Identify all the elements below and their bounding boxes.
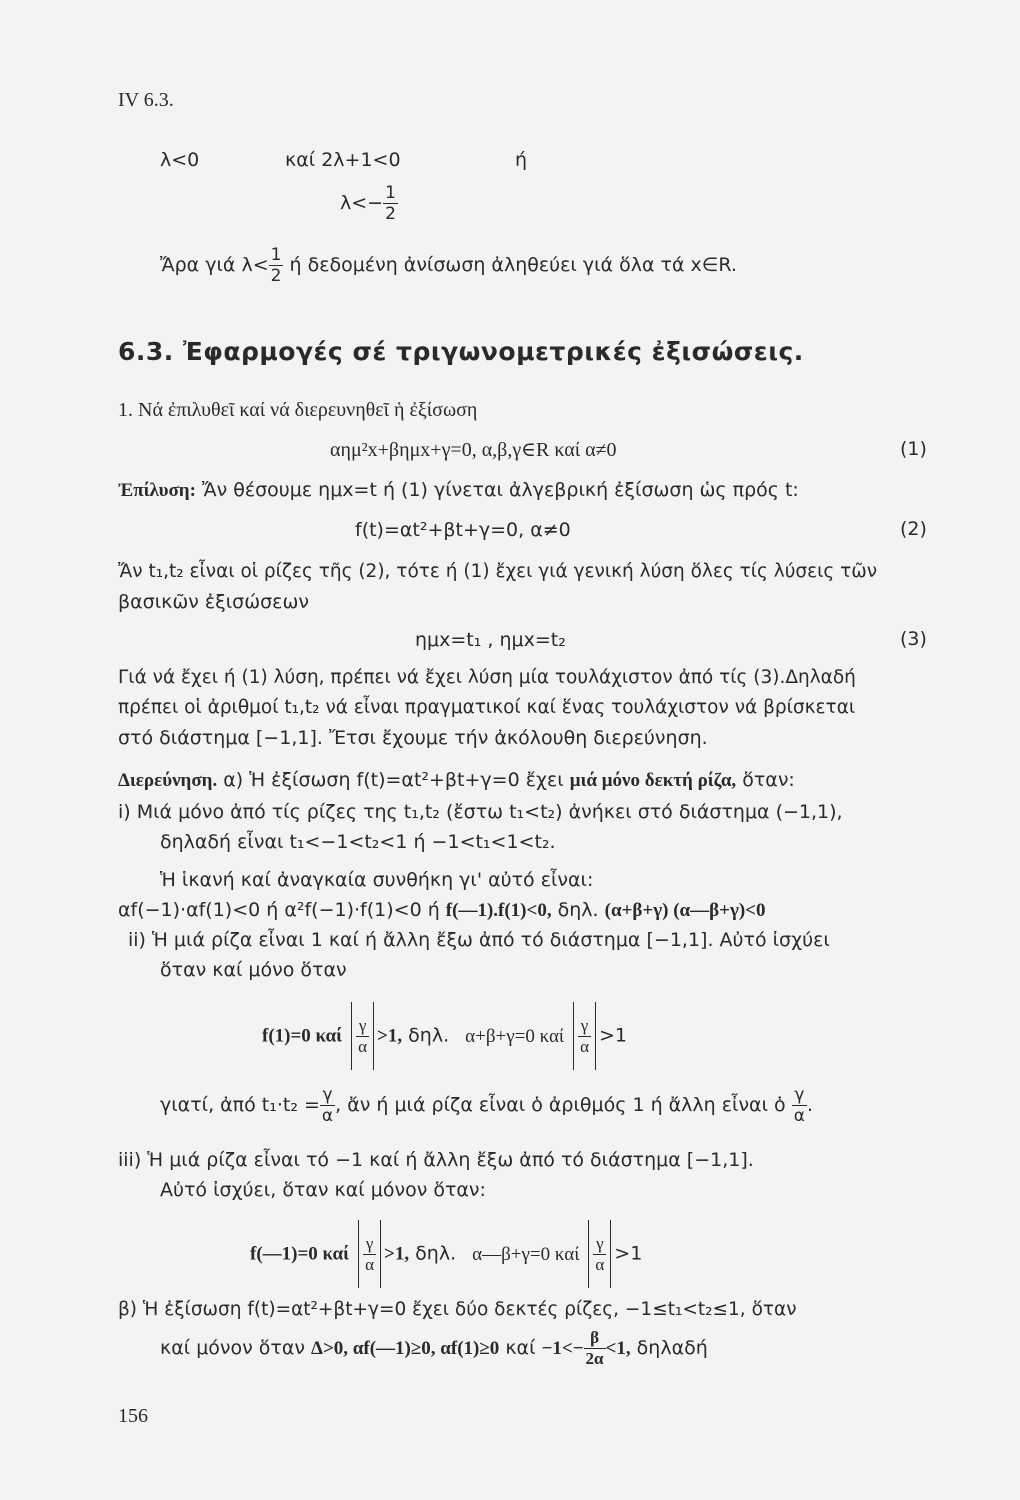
case-b-line-1: β) Ἡ ἐξίσωση f(t)=αt²+βt+γ=0 ἔχει δύο δεκτές ρίζες, −1≤t₁<t₂≤1, ὅταν	[118, 1299, 797, 1320]
frac-den: α	[580, 1037, 590, 1056]
frac-den: α	[365, 1255, 375, 1274]
condition-part-2: f(—1).f(1)<0,	[445, 900, 552, 921]
ineq-lambda-lt: λ<−	[340, 192, 384, 214]
case-a-bold: μιά μόνο δεκτή ρίζα,	[569, 770, 737, 791]
why-line	[160, 1080, 813, 1130]
formula-f-minus1: f(—1)=0 καί	[250, 1243, 350, 1265]
paragraph-1-line-1: Ἄν t₁,t₂ εἶναι οἱ ρίζες τῆς (2), τότε ή (1) ἔχει γιά γενική λύση ὅλες τίς λύσεις τῶν	[118, 561, 878, 582]
case-iii-line-2: Αὐτό ἰσχύει, ὅταν καί μόνον ὅταν:	[160, 1179, 486, 1201]
frac-den: α	[595, 1255, 605, 1274]
case-b-line-2	[160, 1318, 708, 1379]
b-suffix: δηλαδή	[636, 1337, 708, 1359]
case-iii-formula	[250, 1220, 642, 1288]
frac-num: γ	[794, 1085, 805, 1105]
frac-num: 1	[385, 183, 396, 203]
formula-gt: >1,	[377, 1025, 403, 1047]
paragraph-1-line-2: βασικῶν ἐξισώσεων	[118, 591, 309, 613]
frac-den: α	[793, 1106, 805, 1126]
abs-gamma-over-alpha	[351, 1002, 374, 1070]
frac-den: 2	[270, 266, 282, 286]
solution-heading: Ἐπίλυση:	[118, 480, 196, 501]
why-prefix: γιατί, ἀπό t₁·t₂ =	[160, 1094, 320, 1116]
formula-diff: α—β+γ=0 καί	[472, 1243, 580, 1265]
formula-dil: δηλ.	[408, 1024, 450, 1047]
frac-den: α	[321, 1106, 334, 1126]
abs-gamma-over-alpha-4	[588, 1220, 611, 1288]
ineq-lambda-frac	[340, 183, 398, 224]
abs-gamma-over-alpha-2	[573, 1002, 596, 1070]
case-a-intro: α) Ἡ ἐξίσωση f(t)=αt²+βt+γ=0 ἔχει	[223, 769, 564, 791]
fraction-one-half	[383, 183, 398, 224]
fraction-beta-2alpha	[584, 1328, 606, 1369]
why-end: .	[806, 1094, 813, 1116]
formula-f1: f(1)=0 καί	[262, 1025, 343, 1047]
section-reference: IV 6.3.	[118, 89, 174, 111]
formula-gt-3: >1,	[384, 1243, 410, 1265]
b-prefix: καί μόνον ὅταν	[160, 1337, 305, 1359]
frac-num: γ	[596, 1234, 604, 1253]
formula-dil-2: δηλ.	[415, 1242, 457, 1265]
abs-gamma-over-alpha-3	[358, 1220, 381, 1288]
formula-gt-4: >1	[614, 1242, 643, 1265]
case-a-end: ὅταν:	[742, 769, 795, 791]
conclusion-text: ή δεδομένη ἀνίσωση ἀληθεύει γιά ὅλα τά x∈R.	[289, 254, 737, 276]
case-i-line-3: Ἡ ἱκανή καί ἀναγκαία συνθήκη γι' αὐτό εἶναι:	[160, 869, 594, 891]
equation-label-2: (2)	[900, 518, 927, 540]
equation-label-3: (3)	[900, 628, 927, 650]
equation-3: ημx=t₁ , ημx=t₂	[415, 629, 566, 651]
page-number: 156	[118, 1405, 148, 1427]
why-middle: , ἄν ή μιά ρίζα εἶναι ὁ ἀριθμός 1 ή ἄλλη εἶναι ὁ	[335, 1094, 786, 1116]
b-ineq-left: −1<−	[541, 1338, 584, 1359]
b-ineq-right: <1,	[605, 1338, 631, 1359]
equation-2: f(t)=αt²+βt+γ=0, α≠0	[355, 519, 571, 541]
section-title: 6.3. Ἐφαρμογές σέ τριγωνομετρικές ἐξισώσεις.	[118, 337, 804, 366]
case-iii-line-1: iii) Ἡ μιά ρίζα εἶναι τό −1 καί ή ἄλλη ἔξω ἀπό τό διάστημα [−1,1].	[118, 1149, 754, 1171]
paragraph-2-line-3: στό διάστημα [−1,1]. Ἔτσι ἔχουμε τήν ἀκόλουθη διερεύνηση.	[118, 727, 708, 749]
ineq-or: ή	[515, 149, 528, 171]
case-i-line-1: i) Μιά μόνο ἀπό τίς ρίζες της t₁,t₂ (ἔστω t₁<t₂) ἀνήκει στό διάστημα (−1,1),	[118, 801, 843, 823]
fraction-one-half-b	[269, 245, 284, 286]
solution-text: Ἄν θέσουμε ημx=t ή (1) γίνεται ἀλγεβρική ἐξίσωση ὡς πρός t:	[201, 479, 799, 501]
ineq-two-lambda: καί 2λ+1<0	[285, 149, 401, 171]
frac-num: γ	[365, 1234, 374, 1253]
equation-label-1: (1)	[900, 438, 927, 460]
paragraph-2-line-2: πρέπει οἱ ἀριθμοί t₁,t₂ νά εἶναι πραγματικοί καί ἕνας τουλάχιστον νά βρίσκεται	[118, 697, 856, 718]
frac-num: 1	[270, 245, 282, 265]
frac-num: β	[590, 1328, 600, 1347]
condition-part-4: (α+β+γ) (α—β+γ)<0	[604, 900, 766, 921]
fraction-gamma-alpha-2	[792, 1085, 807, 1126]
paragraph-2-line-1: Γιά νά ἔχει ή (1) λύση, πρέπει νά ἔχει λύση μία τουλάχιστον ἀπό τίς (3).Δηλαδή	[118, 667, 856, 688]
case-i-line-2: δηλαδή εἶναι t₁<−1<t₂<1 ή −1<t₁<1<t₂.	[160, 831, 556, 853]
frac-num: γ	[580, 1016, 589, 1035]
formula-gt-2: >1	[599, 1024, 628, 1047]
solution-line	[118, 478, 799, 503]
case-ii-formula	[262, 1002, 627, 1070]
formula-sum: α+β+γ=0 καί	[465, 1025, 565, 1047]
b-conditions: Δ>0, αf(—1)≥0, αf(1)≥0	[311, 1338, 500, 1359]
ineq-lambda-neg: λ<0	[160, 149, 200, 171]
frac-den: α	[358, 1037, 368, 1056]
frac-num: γ	[358, 1016, 367, 1035]
discussion-line-a	[118, 768, 795, 793]
frac-den: 2	[385, 204, 396, 224]
discussion-heading: Διερεύνηση.	[118, 770, 218, 791]
problem-statement: 1. Νά ἐπιλυθεῖ καί νά διερευνηθεῖ ἡ ἐξίσωση	[118, 399, 478, 421]
frac-den: 2α	[585, 1349, 604, 1368]
b-and: καί	[505, 1337, 536, 1359]
case-i-condition	[118, 898, 766, 923]
equation-1: αημ²x+βημx+γ=0, α,β,γ∈R καί α≠0	[330, 439, 617, 461]
case-ii-line-2: ὅταν καί μόνο ὅταν	[160, 959, 347, 981]
case-ii-line-1: ii) Ἡ μιά ρίζα εἶναι 1 καί ή ἄλλη ἔξω ἀπό τό διάστημα [−1,1]. Αὐτό ἰσχύει	[128, 929, 830, 951]
condition-part-1: αf(−1)·αf(1)<0 ή α²f(−1)·f(1)<0 ή	[118, 899, 440, 921]
fraction-gamma-alpha	[320, 1085, 335, 1126]
conclusion-line	[160, 245, 737, 286]
frac-num: γ	[322, 1085, 333, 1105]
conclusion-prefix: Ἄρα γιά λ<	[160, 254, 269, 276]
condition-part-3: δηλ.	[557, 899, 599, 921]
